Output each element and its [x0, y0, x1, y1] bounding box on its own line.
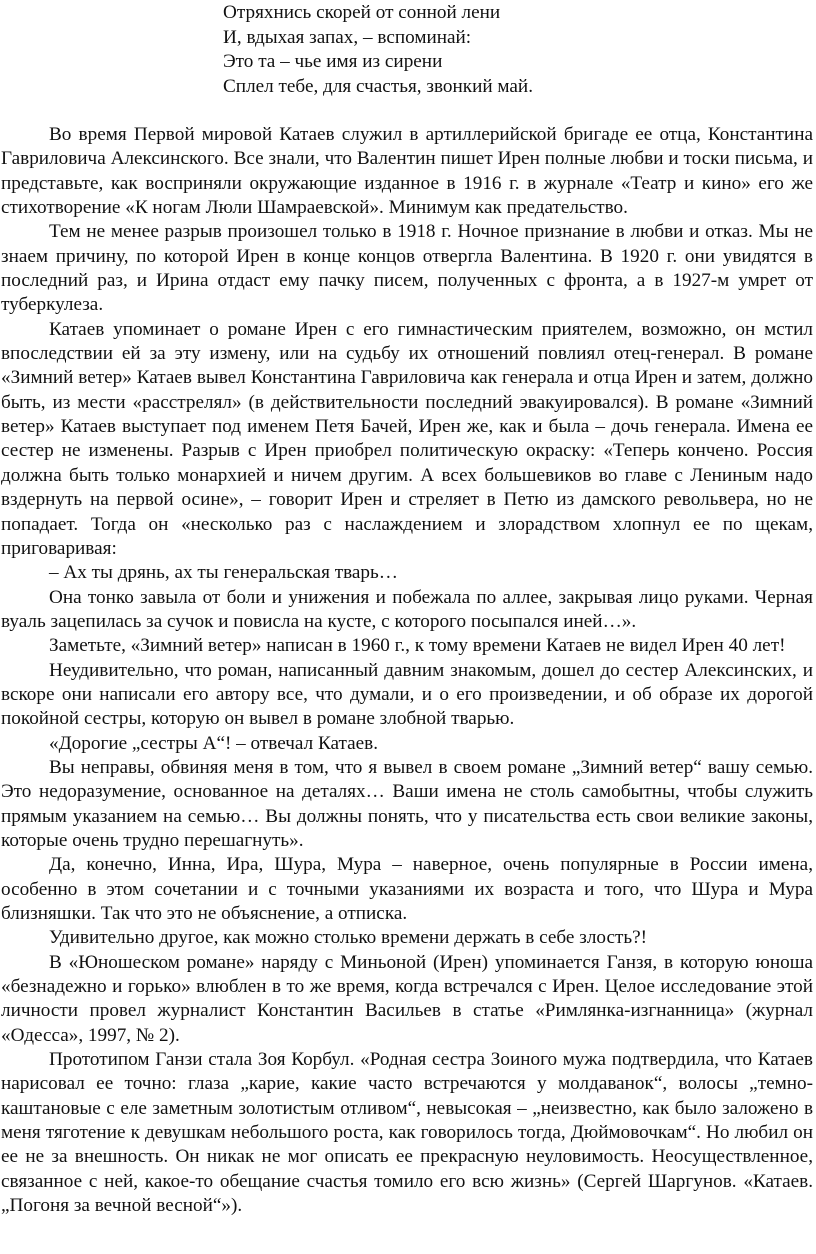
paragraph-note-1960: Заметьте, «Зимний ветер» написан в 1960 г., к тому времени Катаев не видел Ирен 40 лет!	[49, 635, 786, 657]
paragraph-war-service: Во время Первой мировой Катаев служил в артиллерийской бригаде ее отца, Константина Гавриловича Алексинского. Все знали, что Валентин пишет Ирен полные любви и тоски письма, и представьте, как восприняли окружающие изданное в 1916 г. в журнале «Театр и кино» его же стихотворение «К ногам Люли Шамраевской». Минимум как предательство.	[1, 124, 813, 219]
poem-line: И, вдыхая запах, – вспоминай:	[223, 26, 472, 48]
paragraph-ganzya: В «Юношеском романе» наряду с Миньоной (Ирен) упоминается Ганзя, в которую юноша «безнадежно и горько» влюблен в то же время, когда встречался с Ирен. Целое исследование этой личности провел журналист Константин Васильев в статье «Римлянка-изгнанница» (журнал «Одесса», 1997, № 2).	[1, 951, 813, 1046]
paragraph-quote-end: Она тонко завыла от боли и унижения и побежала по аллее, закрывая лицо руками. Черная вуаль зацепилась за сучок и повисла на кусте, с которого посыпался иней…».	[1, 586, 813, 632]
paragraph-reply-opening: «Дорогие „сестры А“! – отвечал Катаев.	[49, 732, 379, 754]
paragraph-breakup: Тем не менее разрыв произошел только в 1918 г. Ночное признание в любви и отказ. Мы не знаем причину, по которой Ирен в конце концов отвергла Валентина. В 1920 г. они увидятся в последний раз, и Ирина отдаст ему пачку писем, полученных с фронта, а в 1927-м умрет от туберкулеза.	[1, 221, 813, 316]
poem-line: Это та – чье имя из сирени	[223, 51, 443, 72]
paragraph-zoya: Прототипом Ганзи стала Зоя Корбул. «Родная сестра Зоиного мужа подтвердила, что Катаев нарисовал ее точно: глаза „карие, какие часто встречаются у молдаванок“, волосы „темно-каштановые с еле заметным золотистым отливом“, невысокая – „неизвестно, как было заложено в меня тяготение к девушкам небольшого роста, как говорилось тогда, Дюймовочкам“. Но любил он ее не за внешность. Он никак не мог описать ее прекрасную неуловимость. Неосуществленное, связанное с ней, какое-то обещание счастья томило его всю жизнь» (Сергей Шаргунов. «Катаев. „Погоня за вечной весной“»).	[1, 1049, 813, 1217]
paragraph-anger: Удивительно другое, как можно столько времени держать в себе злость?!	[49, 927, 648, 949]
paragraph-names: Да, конечно, Инна, Ира, Шура, Мура – наверное, очень популярные в России имена, особенно в этом сочетании и с точными указаниями их возраста и того, что Шура и Мура близняшки. Так что это не объяснение, а отписка.	[1, 854, 813, 924]
paragraph-winter-wind: Катаев упоминает о романе Ирен с его гимнастическим приятелем, возможно, он мстил впоследствии ей за эту измену, или на судьбу их отношений повлиял отец-генерал. В романе «Зимний ветер» Катаев вывел Константина Гавриловича как генерала и отца Ирен и затем, должно быть, из мести «расстрелял» (в действительности последний эвакуировался). В романе «Зимний ветер» Катаев выступает под именем Петя Бачей, Ирен же, как и была – дочь генерала. Имена ее сестер не изменены. Разрыв с Ирен приобрел политическую окраску: «Теперь кончено. Россия должна быть только монархией и ничем другим. А всех большевиков во главе с Лениным надо вздернуть на первой осине», – говорит Ирен и стреляет в Петю из дамского револьвера, но не попадает. Тогда он «несколько раз с наслаждением и злорадством хлопнул ее по щекам, приговаривая:	[1, 318, 813, 559]
paragraph-sisters: Неудивительно, что роман, написанный давним знакомым, дошел до сестер Алексинских, и вскоре они написали его автору все, что думали, и о его произведении, и об образе их дорогой покойной сестры, которую он вывел в романе злобной тварью.	[1, 659, 813, 730]
poem-stanza	[223, 1, 816, 99]
body-text	[1, 123, 816, 1218]
poem-line: Отряхнись скорей от сонной лени	[223, 2, 501, 23]
paragraph-quote-line: – Ах ты дрянь, ах ты генеральская тварь…	[49, 562, 398, 584]
poem-line: Сплел тебе, для счастья, звонкий май.	[223, 75, 533, 97]
paragraph-reply-body: Вы неправы, обвиняя меня в том, что я вывел в своем романе „Зимний ветер“ вашу семью. Это недоразумение, основанное на деталях… Ваши имена не столь самобытны, чтобы служить прямым указанием на семью… Вы должны понять, что у писательства есть свои великие законы, которые очень трудно перешагнуть».	[1, 756, 813, 851]
